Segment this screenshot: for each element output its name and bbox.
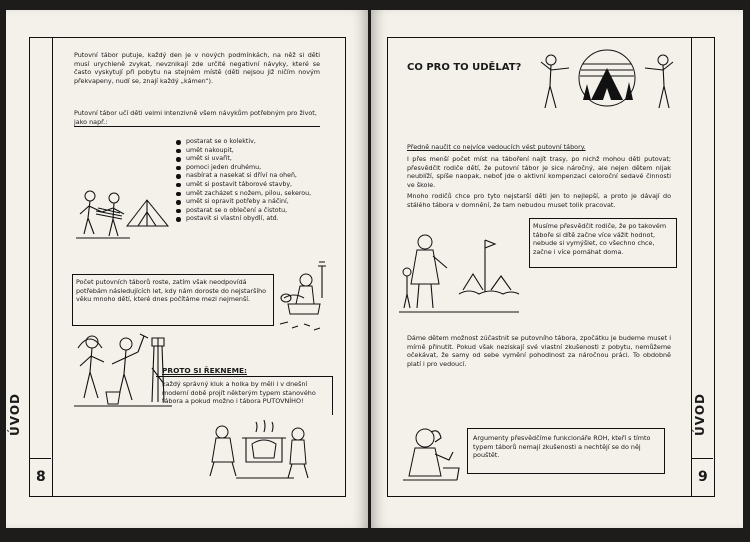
remember-heading: PROTO SI ŘEKNEME:	[162, 366, 247, 375]
kids-with-firewood-illustration	[72, 186, 172, 246]
left-page-number-divider	[29, 458, 51, 459]
man-on-phone-illustration	[401, 424, 463, 486]
list-item: nasbírat a nasekat si dříví na oheň,	[176, 172, 336, 181]
skills-list	[176, 138, 336, 224]
right-section-label: ÚVOD	[693, 393, 707, 436]
para-2: Mnoho rodičů chce pro tyto nejstarší děti jen to nejlepší, a proto je dávají do stálého tábora v domnění, že tam nebudou muset tolik pracovat.	[407, 192, 671, 209]
convince-text: Musíme přesvědčit rodiče, že po takovém táboře si dítě začne více vážit hodnot, nebude si vymýšlet, co všechno chce, začne i více pomáhat doma.	[533, 222, 667, 257]
left-page-number: 8	[36, 469, 46, 485]
list-item: postavit si vlastní obydlí, atd.	[176, 215, 336, 224]
page-heading: CO PRO TO UDĚLAT?	[407, 62, 522, 73]
parents-and-children-illustration	[399, 232, 523, 318]
left-section-label: ÚVOD	[8, 393, 22, 436]
learn-heading-rule	[74, 126, 320, 127]
left-section-tab	[29, 37, 53, 497]
count-note: Počet putovních táborů roste, zatím však neodpovídá potřebám následujících let, kdy nám doroste do nejstaršího věku mnoho dětí, které dnes počítáme mezi nejmenší.	[76, 278, 267, 304]
remember-text: každý správný kluk a holka by měli i v dnešní moderní době projít některým typem stanového tábora a pokud možno i tábora PUTOVNÍHO!	[162, 380, 316, 406]
list-item: postarat se o kolektiv,	[176, 138, 336, 147]
right-page-number-divider	[691, 458, 713, 459]
list-item: umět zacházet s nožem, pilou, sekerou,	[176, 190, 336, 199]
para-3: Dáme dětem možnost zúčastnit se putovního tábora, zpočátku je budeme muset i mírně přinutit. Pokud však neziskají své vlastní zkušenosti z pobytu, nemůžeme očekávat, že samy od sebe vymění pohodlnost za náročnou práci. To obdobně platí i pro vedoucí.	[407, 334, 671, 369]
list-item: umět si uvařit,	[176, 155, 336, 164]
list-item: umět si opravit potřeby a náčiní,	[176, 198, 336, 207]
list-item: pomoci jeden druhému,	[176, 164, 336, 173]
list-item: umět nakoupit,	[176, 147, 336, 156]
scouts-emblem-illustration	[539, 44, 675, 118]
list-item: postarat se o oblečení a čistotu,	[176, 207, 336, 216]
left-page	[6, 10, 368, 528]
roh-text: Argumenty přesvědčíme funkcionáře ROH, kteří s tímto typem táborů nemají zkušenosti a nechtějí se do něj pouštět.	[473, 434, 651, 460]
cooking-kids-illustration	[206, 418, 312, 482]
campfire-guitarist-illustration	[274, 258, 334, 338]
right-page	[371, 10, 743, 528]
list-item: umět si postavit táborové stavby,	[176, 181, 336, 190]
learn-heading: Putovní tábor učí děti velmi intenzivně všem návykům potřebným pro život, jako např.:	[74, 109, 317, 126]
right-page-number: 9	[698, 469, 708, 485]
first-heading: Předně naučit co nejvíce vedoucích vést putovní tábory.	[407, 143, 586, 151]
para-1: I přes menší počet míst na táboření najít trasy, po nichž mohou děti putovat; přesvědčit rodiče dětí, že putovní tábor je sice náročný, ale nejen dětem nijak neublíží, spíše naopak, neboť jde o aktivní kompenzaci celoroční sedavé činnosti ve škole.	[407, 155, 671, 190]
intro-paragraph: Putovní tábor putuje, každý den je v nových podmínkách, na něž si děti musí urychleně zvykat, nevznikají zde určité negativní návyky, které se často vyskytují při pobytu na stejném místě (děti nejsou již ničím novým překvapeny, nudí se, znají každý „kámen“).	[74, 51, 320, 86]
